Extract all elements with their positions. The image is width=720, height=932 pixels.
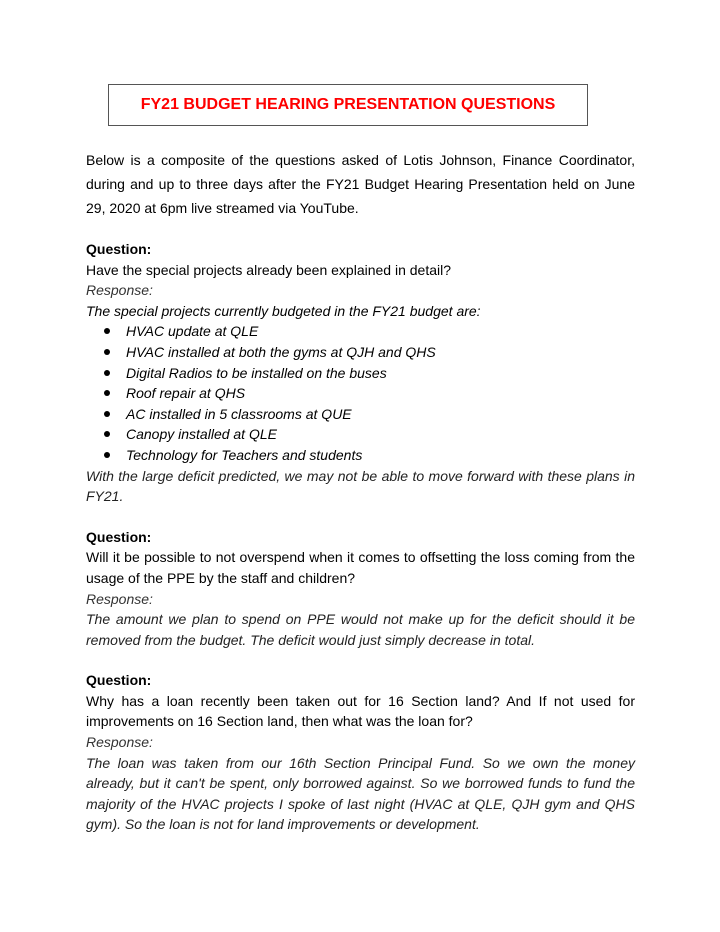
- response-label: Response:: [86, 590, 153, 607]
- question-text: Will it be possible to not overspend when it comes to offsetting the loss coming from the usage of the PPE by the staff and children?: [86, 549, 635, 586]
- list-item: HVAC installed at both the gyms at QJH and QHS: [126, 342, 635, 363]
- response-label: Response:: [86, 734, 153, 751]
- list-item: AC installed in 5 classrooms at QUE: [126, 404, 635, 425]
- response-outro: With the large deficit predicted, we may not be able to move forward with these plans in FY21.: [86, 467, 635, 505]
- bullet-icon: [104, 452, 110, 458]
- document-body: [86, 148, 635, 835]
- page-title: FY21 BUDGET HEARING PRESENTATION QUESTIONS: [140, 96, 556, 113]
- question-text: Why has a loan recently been taken out for 16 Section land? And If not used for improvements on 16 Section land, then what was the loan for?: [86, 692, 635, 730]
- title-box: [108, 84, 588, 126]
- list-item: Roof repair at QHS: [126, 383, 635, 404]
- question-text: Have the special projects already been explained in detail?: [86, 261, 452, 278]
- bullet-icon: [104, 370, 110, 376]
- bullet-icon: [104, 328, 110, 334]
- special-projects-list: [86, 321, 635, 465]
- question-label: Question:: [86, 672, 152, 689]
- question-label: Question:: [86, 528, 152, 545]
- list-item: Canopy installed at QLE: [126, 424, 635, 445]
- bullet-icon: [104, 390, 110, 396]
- list-item: Technology for Teachers and students: [126, 445, 635, 466]
- response-text: The amount we plan to spend on PPE would not make up for the deficit should it be removed from the budget. The deficit would just simply decrease in total.: [86, 611, 635, 648]
- response-text: The loan was taken from our 16th Section Principal Fund. So we own the money already, but it can't be spent, only borrowed against. So we borrowed funds to fund the majority of the HVAC projects I spoke of last night (HVAC at QLE, QJH gym and QHS gym). So the loan is not for land improvements or development.: [86, 754, 635, 833]
- response-intro: The special projects currently budgeted in the FY21 budget are:: [86, 302, 481, 319]
- question-block-1: [86, 239, 635, 507]
- bullet-icon: [104, 349, 110, 355]
- bullet-icon: [104, 431, 110, 437]
- list-item: Digital Radios to be installed on the buses: [126, 363, 635, 384]
- question-label: Question:: [86, 241, 152, 257]
- question-block-3: [86, 670, 635, 835]
- bullet-icon: [104, 411, 110, 417]
- response-label: Response:: [86, 282, 153, 299]
- intro-paragraph: Below is a composite of the questions asked of Lotis Johnson, Finance Coordinator, during and up to three days after the FY21 Budget Hearing Presentation held on June 29, 2020 at 6pm live streamed via YouTube.: [86, 152, 635, 216]
- question-block-2: [86, 527, 635, 651]
- list-item: HVAC update at QLE: [126, 321, 635, 342]
